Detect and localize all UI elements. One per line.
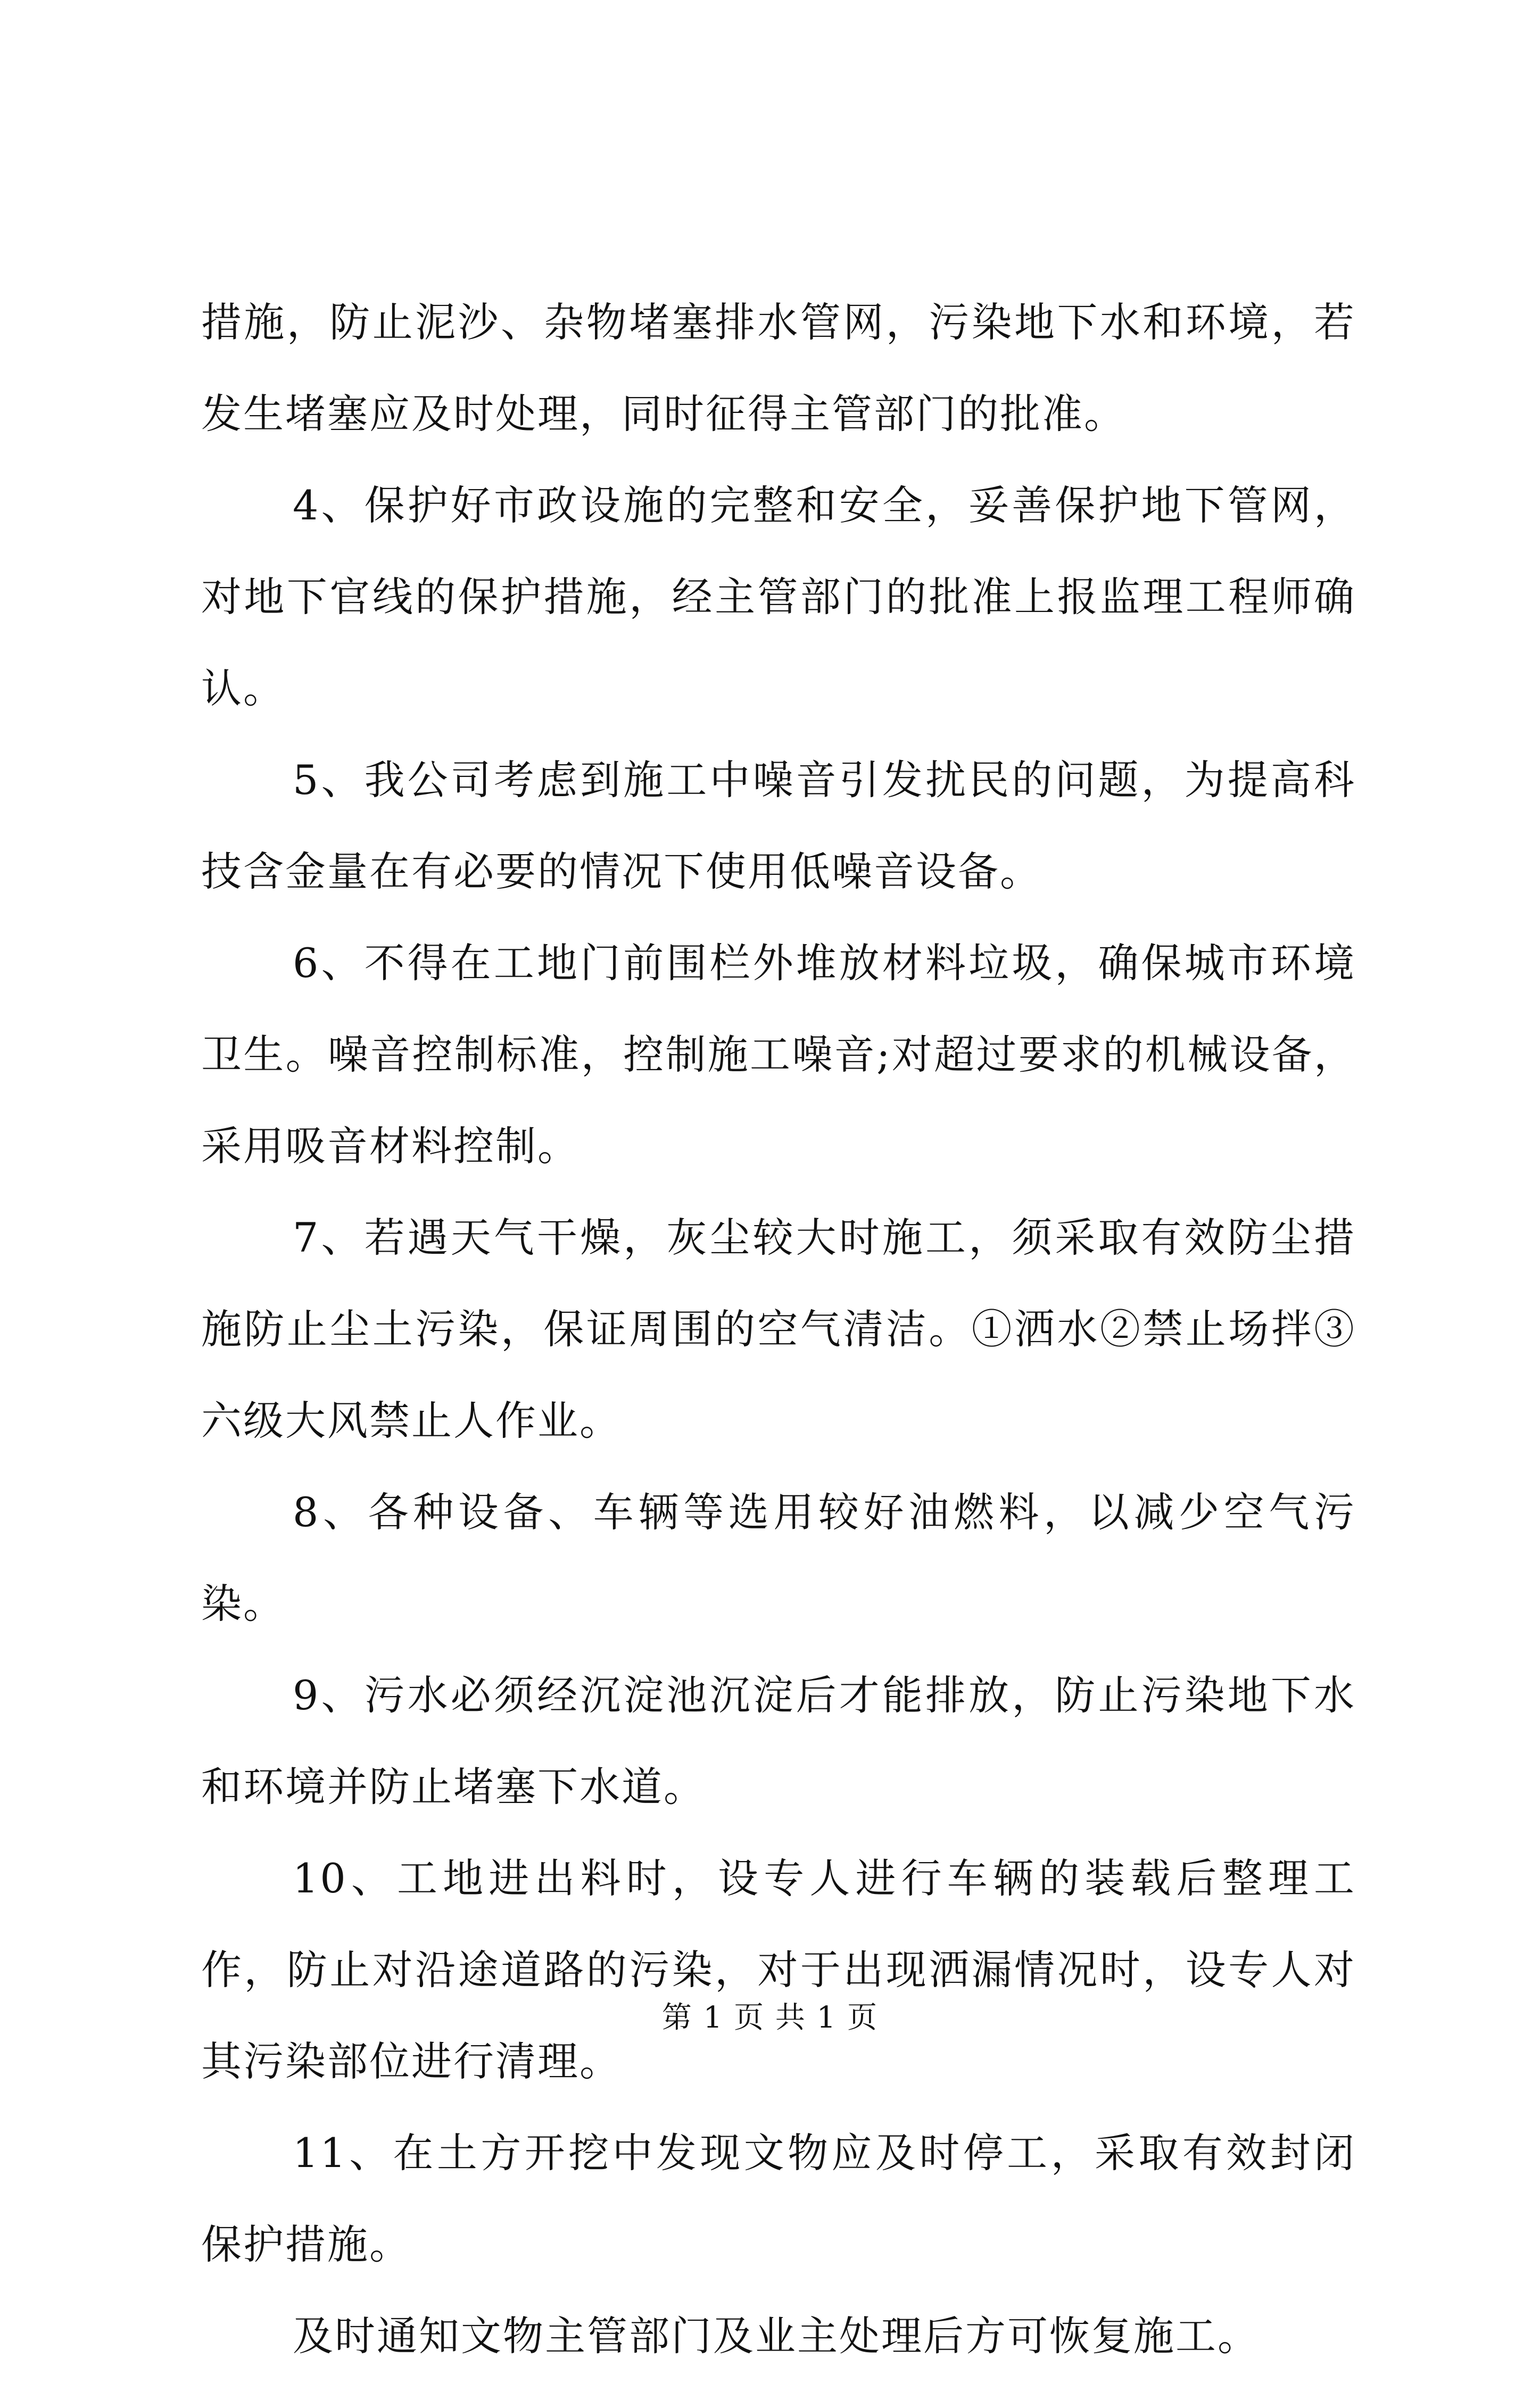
- paragraph-3: 5、我公司考虑到施工中噪音引发扰民的问题，为提高科技含金量在有必要的情况下使用低噪音设备。: [201, 756, 1356, 895]
- paragraph-6: 8、各种设备、车辆等选用较好油燃料，以减少空气污染。: [201, 1488, 1356, 1627]
- page-footer: 第 1 页 共 1 页: [661, 2000, 879, 2035]
- paragraph-10: 及时通知文物主管部门及业主处理后方可恢复施工。: [293, 2312, 1260, 2360]
- paragraph-9: 11、在土方开挖中发现文物应及时停工，采取有效封闭保护措施。: [201, 2129, 1356, 2268]
- document-body: [201, 277, 1356, 2382]
- paragraph-5: 7、若遇天气干燥，灰尘较大时施工，须采取有效防尘措施防止尘土污染，保证周围的空气清洁。①洒水②禁止场拌③六级大风禁止人作业。: [201, 1214, 1356, 1444]
- paragraph-4: 6、不得在工地门前围栏外堆放材料垃圾，确保城市环境卫生。噪音控制标准，控制施工噪音;对超过要求的机械设备，采用吸音材料控制。: [201, 939, 1356, 1170]
- paragraph-7: 9、污水必须经沉淀池沉淀后才能排放，防止污染地下水和环境并防止堵塞下水道。: [201, 1672, 1356, 1810]
- paragraph-2: 4、保护好市政设施的完整和安全，妥善保护地下管网，对地下官线的保护措施，经主管部门的批准上报监理工程师确认。: [201, 482, 1356, 712]
- paragraph-1: 措施，防止泥沙、杂物堵塞排水管网，污染地下水和环境，若发生堵塞应及时处理，同时征得主管部门的批准。: [201, 299, 1356, 437]
- paragraph-8: 10、工地进出料时，设专人进行车辆的装载后整理工作，防止对沿途道路的污染，对于出现洒漏情况时，设专人对其污染部位进行清理。: [201, 1855, 1356, 2085]
